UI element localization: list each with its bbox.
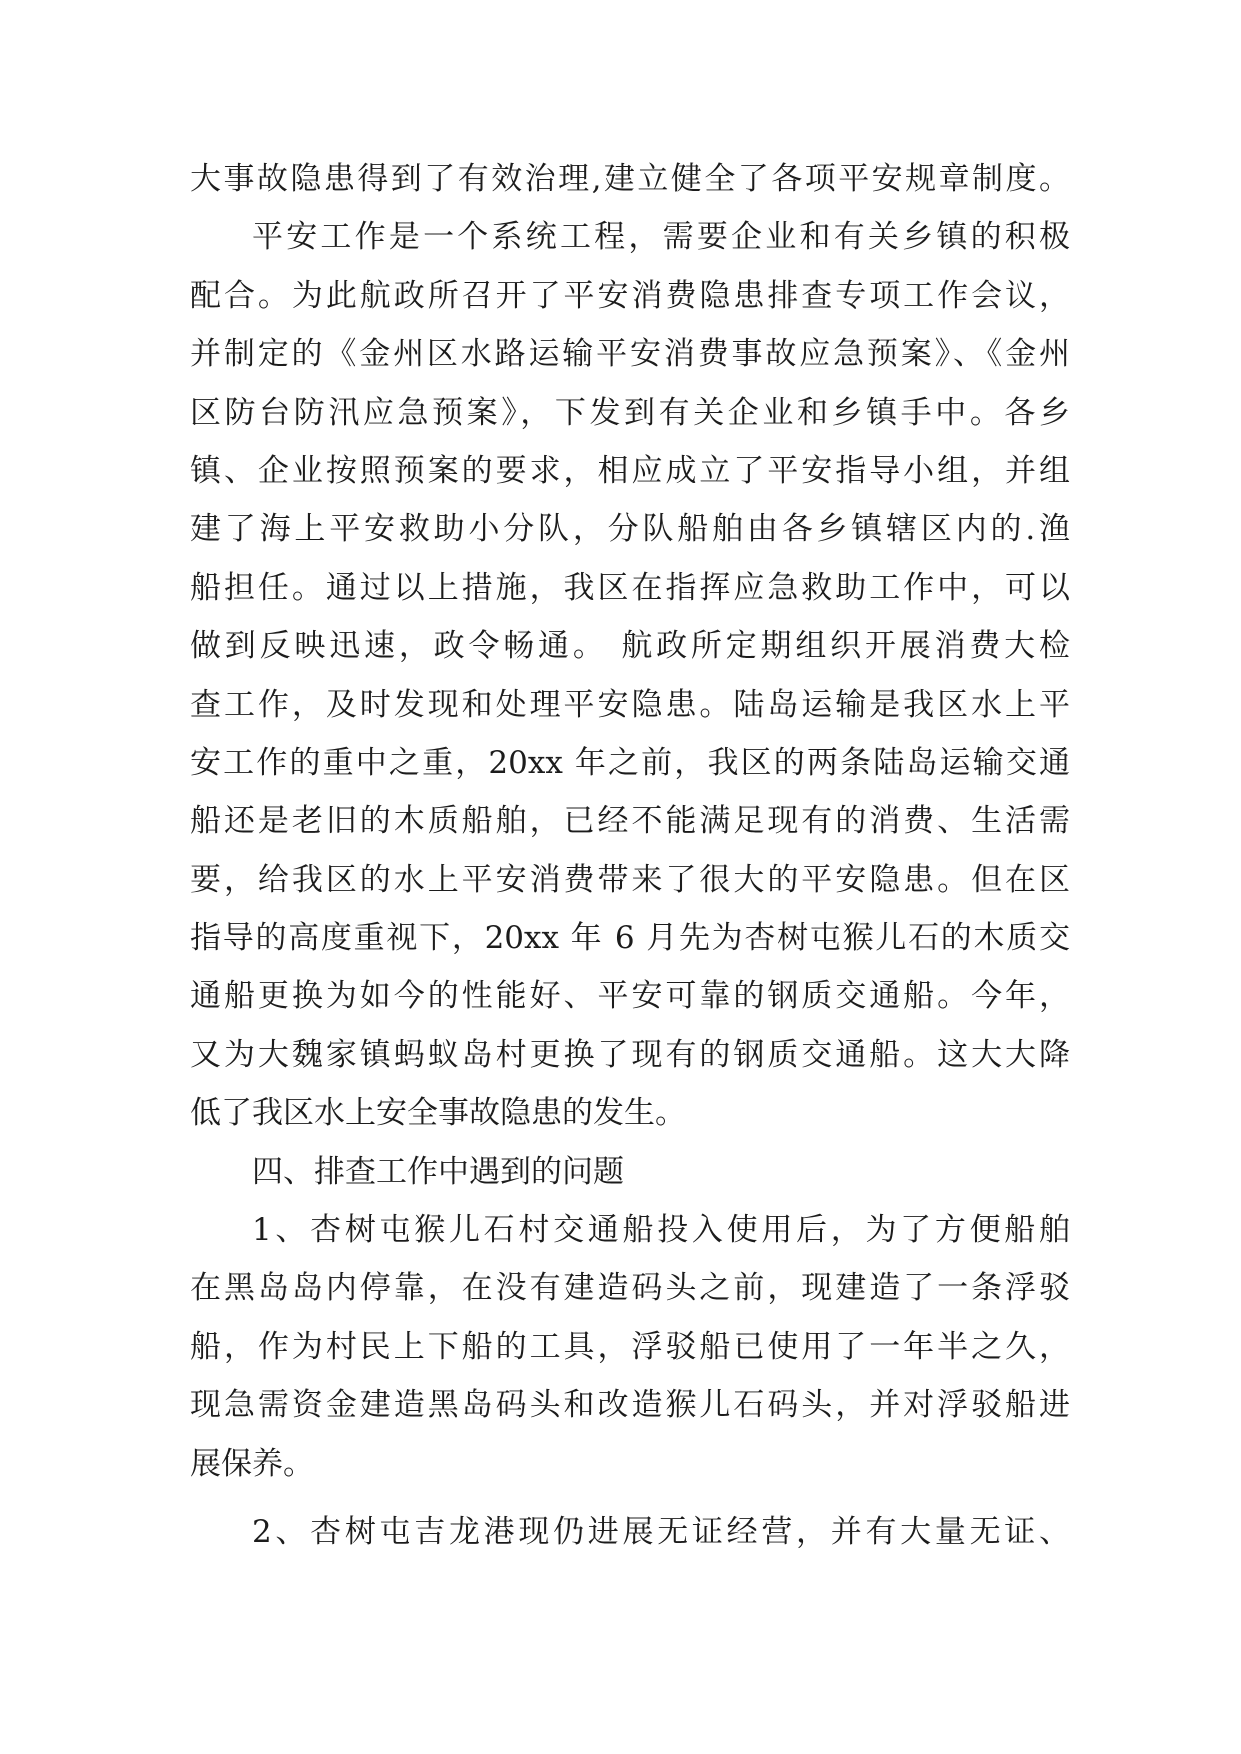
text-line: 大事故隐患得到了有效治理,建立健全了各项平安规章制度。	[190, 161, 1070, 197]
list-item-1-end: 展保养。	[190, 1445, 314, 1482]
text-line: 船担任。通过以上措施，我区在指挥应急救助工作中，可以	[190, 569, 1070, 606]
text-line: 船还是老旧的木质船舶，已经不能满足现有的消费、生活需	[190, 803, 1070, 840]
text-line: 区防台防汛应急预案》，下发到有关企业和乡镇手中。各乡	[190, 394, 1070, 431]
text-line: 安工作的重中之重，20xx 年之前，我区的两条陆岛运输交通	[190, 744, 1070, 781]
text-line: 又为大魏家镇蚂蚁岛村更换了现有的钢质交通船。这大大降	[190, 1036, 1070, 1073]
paragraph-end-line: 低了我区水上安全事故隐患的发生。	[190, 1095, 686, 1132]
text-line: 配合。为此航政所召开了平安消费隐患排查专项工作会议，	[190, 277, 1070, 314]
text-line: 在黑岛岛内停靠，在没有建造码头之前，现建造了一条浮驳	[190, 1270, 1070, 1307]
text-line: 做到反映迅速，政令畅通。 航政所定期组织开展消费大检	[190, 628, 1070, 665]
section-heading: 四、排查工作中遇到的问题	[252, 1153, 624, 1190]
paragraph-start-line: 平安工作是一个系统工程，需要企业和有关乡镇的积极	[252, 219, 1070, 256]
text-line: 查工作，及时发现和处理平安隐患。陆岛运输是我区水上平	[190, 686, 1070, 723]
text-line: 镇、企业按照预案的要求，相应成立了平安指导小组，并组	[190, 452, 1070, 489]
text-line: 要，给我区的水上平安消费带来了很大的平安隐患。但在区	[190, 861, 1070, 898]
text-line: 船，作为村民上下船的工具，浮驳船已使用了一年半之久，	[190, 1328, 1070, 1365]
text-line: 指导的高度重视下，20xx 年 6 月先为杏树屯猴儿石的木质交	[190, 920, 1070, 957]
list-item-1-start: 1、杏树屯猴儿石村交通船投入使用后，为了方便船舶	[252, 1212, 1070, 1249]
text-line: 建了海上平安救助小分队，分队船舶由各乡镇辖区内的.渔	[190, 511, 1070, 548]
text-line: 并制定的《金州区水路运输平安消费事故应急预案》、《金州	[190, 336, 1070, 373]
document-body	[190, 150, 1070, 1561]
text-line: 现急需资金建造黑岛码头和改造猴儿石码头，并对浮驳船进	[190, 1387, 1070, 1424]
text-line: 通船更换为如今的性能好、平安可靠的钢质交通船。今年，	[190, 978, 1070, 1015]
list-item-2-start: 2、杏树屯吉龙港现仍进展无证经营，并有大量无证、	[252, 1513, 1070, 1550]
paragraph-gap	[190, 1493, 1070, 1503]
